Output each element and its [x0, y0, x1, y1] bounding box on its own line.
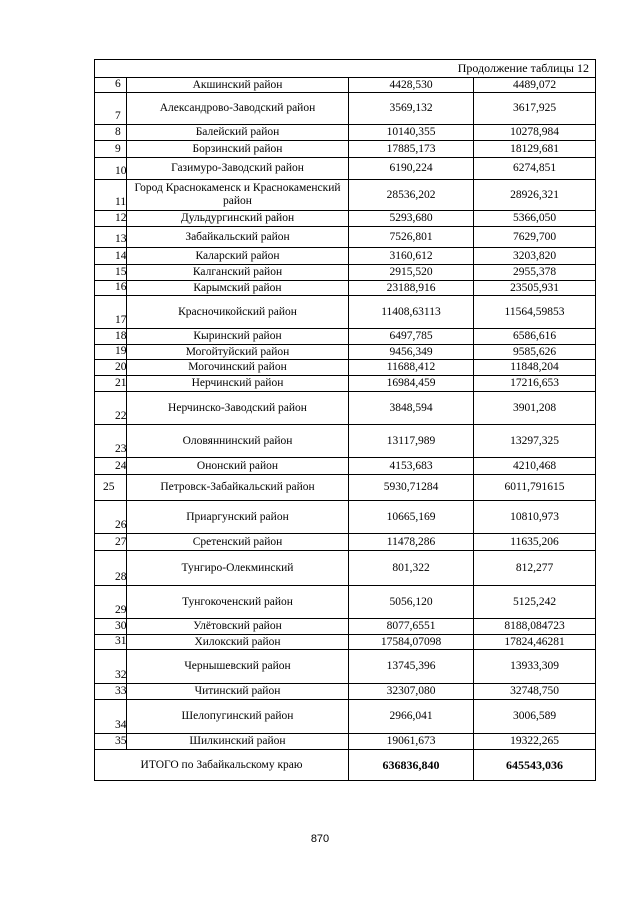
table-row: [95, 93, 596, 125]
district-name: Петровск-Забайкальский район: [127, 475, 349, 501]
row-number: 6: [95, 78, 127, 93]
data-table: [94, 59, 596, 781]
value-col-1: 23188,916: [349, 281, 474, 296]
row-number: 32: [95, 650, 127, 684]
value-col-1: 28536,202: [349, 180, 474, 211]
table-row: [95, 392, 596, 425]
district-name: Шелопугинский район: [127, 700, 349, 734]
table-row: [95, 141, 596, 158]
row-number: 11: [95, 180, 127, 211]
value-col-1: 32307,080: [349, 684, 474, 700]
district-name: Приаргунский район: [127, 501, 349, 534]
table-row: [95, 329, 596, 345]
table-row: [95, 345, 596, 360]
table-row: [95, 458, 596, 475]
row-number: 30: [95, 619, 127, 635]
value-col-2: 11564,59853: [474, 296, 596, 329]
district-name: Нерчинский район: [127, 376, 349, 392]
value-col-1: 17584,07098: [349, 635, 474, 650]
table-row: [95, 158, 596, 180]
row-number: 19: [95, 345, 127, 360]
district-name: Могойтуйский район: [127, 345, 349, 360]
value-col-2: 6011,791615: [474, 475, 596, 501]
district-name: Борзинский район: [127, 141, 349, 158]
table-row: [95, 700, 596, 734]
value-col-1: 5930,71284: [349, 475, 474, 501]
district-name: Сретенский район: [127, 534, 349, 551]
table-row: [95, 248, 596, 265]
row-number: 10: [95, 158, 127, 180]
row-number: 24: [95, 458, 127, 475]
value-col-1: 9456,349: [349, 345, 474, 360]
table-row: [95, 734, 596, 750]
continuation-row: [95, 60, 596, 78]
row-number: 12: [95, 211, 127, 227]
table-row: [95, 125, 596, 141]
value-col-1: 11688,412: [349, 360, 474, 376]
district-name: Каларский район: [127, 248, 349, 265]
row-number: 35: [95, 734, 127, 750]
value-col-2: 19322,265: [474, 734, 596, 750]
value-col-2: 10810,973: [474, 501, 596, 534]
district-name: Ононский район: [127, 458, 349, 475]
table-row: [95, 265, 596, 281]
value-col-2: 13933,309: [474, 650, 596, 684]
district-name: Калганский район: [127, 265, 349, 281]
district-name: Александрово-Заводский район: [127, 93, 349, 125]
value-col-1: 10140,355: [349, 125, 474, 141]
table-row: [95, 475, 596, 501]
value-col-2: 28926,321: [474, 180, 596, 211]
table-row: [95, 296, 596, 329]
total-value-col-1: 636836,840: [349, 750, 474, 781]
table-row: [95, 376, 596, 392]
value-col-1: 13745,396: [349, 650, 474, 684]
value-col-1: 6190,224: [349, 158, 474, 180]
district-name: Кыринский район: [127, 329, 349, 345]
value-col-1: 13117,989: [349, 425, 474, 458]
row-number: 23: [95, 425, 127, 458]
row-number: 7: [95, 93, 127, 125]
value-col-2: 6274,851: [474, 158, 596, 180]
district-name: Шилкинский район: [127, 734, 349, 750]
value-col-2: 5366,050: [474, 211, 596, 227]
district-name: Акшинский район: [127, 78, 349, 93]
row-number: 18: [95, 329, 127, 345]
row-number: 33: [95, 684, 127, 700]
district-name: Газимуро-Заводский район: [127, 158, 349, 180]
value-col-1: 6497,785: [349, 329, 474, 345]
district-name: Оловяннинский район: [127, 425, 349, 458]
row-number: 14: [95, 248, 127, 265]
value-col-2: 2955,378: [474, 265, 596, 281]
row-number: 25: [95, 475, 127, 501]
district-name: Балейский район: [127, 125, 349, 141]
page-number: 870: [310, 833, 330, 845]
district-name: Карымский район: [127, 281, 349, 296]
value-col-2: 13297,325: [474, 425, 596, 458]
row-number: 27: [95, 534, 127, 551]
table-row: [95, 619, 596, 635]
total-label: ИТОГО по Забайкальскому краю: [95, 750, 349, 781]
row-number: 31: [95, 635, 127, 650]
row-number: 34: [95, 700, 127, 734]
table-row: [95, 635, 596, 650]
district-name: Читинский район: [127, 684, 349, 700]
district-name: Дульдургинский район: [127, 211, 349, 227]
table-row: [95, 425, 596, 458]
table-row: [95, 534, 596, 551]
value-col-2: 32748,750: [474, 684, 596, 700]
value-col-1: 19061,673: [349, 734, 474, 750]
value-col-1: 801,322: [349, 551, 474, 586]
row-number: 8: [95, 125, 127, 141]
table-row: [95, 360, 596, 376]
row-number: 17: [95, 296, 127, 329]
district-name: Улётовский район: [127, 619, 349, 635]
value-col-1: 5056,120: [349, 586, 474, 619]
row-number: 21: [95, 376, 127, 392]
district-name: Город Краснокаменск и Краснокаменский район: [127, 180, 349, 211]
district-name: Забайкальский район: [127, 227, 349, 248]
row-number: 28: [95, 551, 127, 586]
value-col-1: 4153,683: [349, 458, 474, 475]
table-row: [95, 211, 596, 227]
table-row: [95, 551, 596, 586]
row-number: 22: [95, 392, 127, 425]
value-col-1: 4428,530: [349, 78, 474, 93]
district-name: Хилокский район: [127, 635, 349, 650]
value-col-2: 23505,931: [474, 281, 596, 296]
value-col-2: 17824,46281: [474, 635, 596, 650]
value-col-1: 16984,459: [349, 376, 474, 392]
value-col-1: 3848,594: [349, 392, 474, 425]
value-col-1: 3160,612: [349, 248, 474, 265]
value-col-2: 8188,084723: [474, 619, 596, 635]
district-name: Чернышевский район: [127, 650, 349, 684]
table-row: [95, 281, 596, 296]
value-col-2: 3203,820: [474, 248, 596, 265]
value-col-1: 11478,286: [349, 534, 474, 551]
value-col-1: 10665,169: [349, 501, 474, 534]
value-col-2: 11635,206: [474, 534, 596, 551]
district-name: Тунгокоченский район: [127, 586, 349, 619]
value-col-2: 3006,589: [474, 700, 596, 734]
value-col-2: 3617,925: [474, 93, 596, 125]
value-col-1: 5293,680: [349, 211, 474, 227]
total-value-col-2: 645543,036: [474, 750, 596, 781]
value-col-2: 9585,626: [474, 345, 596, 360]
value-col-2: 11848,204: [474, 360, 596, 376]
district-name: Красночикойский район: [127, 296, 349, 329]
value-col-1: 11408,63113: [349, 296, 474, 329]
value-col-1: 7526,801: [349, 227, 474, 248]
row-number: 29: [95, 586, 127, 619]
table-row: [95, 501, 596, 534]
table-row: [95, 650, 596, 684]
row-number: 13: [95, 227, 127, 248]
table-row: [95, 227, 596, 248]
value-col-1: 8077,6551: [349, 619, 474, 635]
table-row: [95, 684, 596, 700]
row-number: 15: [95, 265, 127, 281]
row-number: 20: [95, 360, 127, 376]
value-col-1: 3569,132: [349, 93, 474, 125]
value-col-1: 17885,173: [349, 141, 474, 158]
value-col-1: 2915,520: [349, 265, 474, 281]
value-col-2: 4210,468: [474, 458, 596, 475]
value-col-2: 6586,616: [474, 329, 596, 345]
row-number: 16: [95, 281, 127, 296]
row-number: 9: [95, 141, 127, 158]
table-row: [95, 78, 596, 93]
table-row: [95, 586, 596, 619]
value-col-2: 812,277: [474, 551, 596, 586]
continuation-label: Продолжение таблицы 12: [95, 60, 596, 78]
district-name: Могочинский район: [127, 360, 349, 376]
value-col-2: 17216,653: [474, 376, 596, 392]
value-col-2: 7629,700: [474, 227, 596, 248]
total-row: [95, 750, 596, 781]
table-row: [95, 180, 596, 211]
value-col-1: 2966,041: [349, 700, 474, 734]
district-name: Тунгиро-Олекминский: [127, 551, 349, 586]
value-col-2: 4489,072: [474, 78, 596, 93]
value-col-2: 3901,208: [474, 392, 596, 425]
value-col-2: 10278,984: [474, 125, 596, 141]
district-name: Нерчинско-Заводский район: [127, 392, 349, 425]
value-col-2: 18129,681: [474, 141, 596, 158]
row-number: 26: [95, 501, 127, 534]
value-col-2: 5125,242: [474, 586, 596, 619]
